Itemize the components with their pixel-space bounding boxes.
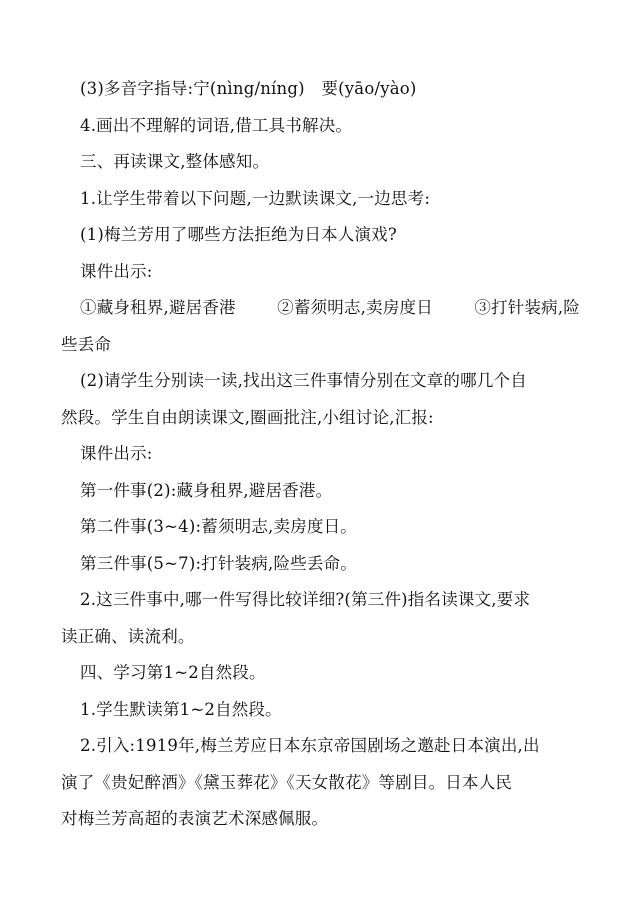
text-line: 些丢命	[61, 335, 112, 354]
text-line: 2.引入:1919年,梅兰芳应日本东京帝国剧场之邀赴日本演出,出	[80, 736, 540, 755]
option-item: ①藏身租界,避居香港	[80, 298, 236, 317]
options-line	[80, 297, 580, 319]
text-line: (2)请学生分别读一读,找出这三件事情分别在文章的哪几个自	[80, 371, 527, 390]
text-line: 第一件事(2):藏身租界,避居香港。	[80, 481, 333, 500]
text-line: 2.这三件事中,哪一件写得比较详细?(第三件)指名读课文,要求	[80, 590, 531, 609]
text-line: 1.让学生带着以下问题,一边默读课文,一边思考:	[80, 189, 431, 208]
text-line: 课件出示:	[80, 262, 153, 281]
option-item: ②蓄须明志,卖房度日	[277, 298, 433, 317]
text-line: 演了《贵妃醉酒》《黛玉葬花》《天女散花》等剧目。日本人民	[61, 773, 513, 792]
text-line: 课件出示:	[80, 444, 153, 463]
text-line: (3)多音字指导:宁(nìng/níng) 要(yāo/yào)	[80, 79, 417, 98]
text-line: 对梅兰芳高超的表演艺术深感佩服。	[61, 809, 329, 828]
text-line: 1.学生默读第1~2自然段。	[80, 700, 282, 719]
section-heading: 三、再读课文,整体感知。	[80, 152, 270, 171]
text-line: 4.画出不理解的词语,借工具书解决。	[80, 116, 353, 135]
text-line: 第二件事(3~4):蓄须明志,卖房度日。	[80, 517, 357, 536]
text-line: 然段。学生自由朗读课文,圈画批注,小组讨论,汇报:	[61, 408, 434, 427]
text-line: 第三件事(5~7):打针装病,险些丢命。	[80, 554, 357, 573]
text-line: (1)梅兰芳用了哪些方法拒绝为日本人演戏?	[80, 225, 397, 244]
option-item: ③打针装病,险	[474, 298, 580, 317]
section-heading: 四、学习第1~2自然段。	[80, 663, 266, 682]
text-line: 读正确、读流利。	[61, 627, 195, 646]
